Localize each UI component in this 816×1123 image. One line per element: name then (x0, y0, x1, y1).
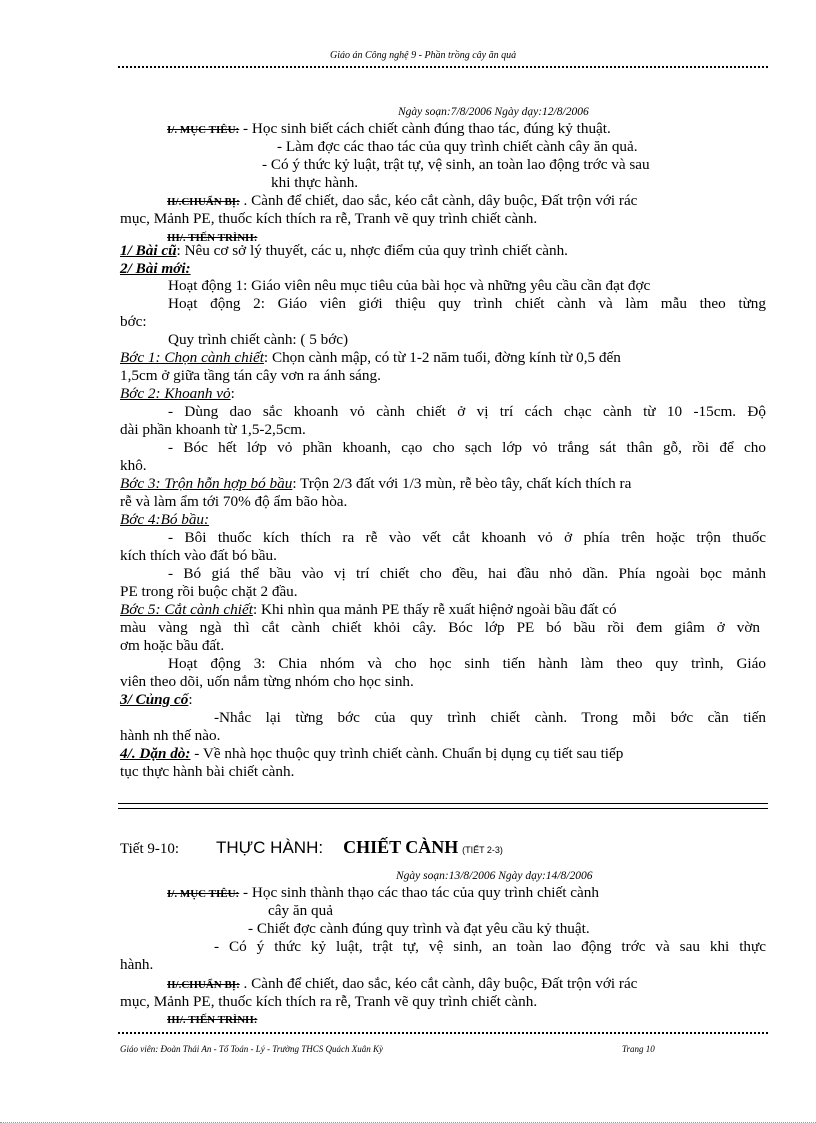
lesson1-dates: Ngày soạn:7/8/2006 Ngày dạy:12/8/2006 (398, 106, 589, 118)
new-lesson-label: 2/ Bài mới: (120, 260, 191, 277)
footer-rule (118, 1032, 768, 1034)
activity-3: Hoạt động 3: Chia nhóm và cho học sinh tiến hành làm theo quy trình, Giáo (168, 655, 766, 672)
step-2b: dài phần khoanh từ 1,5-2,5cm. (120, 421, 306, 438)
step-1-label: Bớc 1: Chọn cành chiết (120, 349, 264, 366)
activity-1: Hoạt động 1: Giáo viên nêu mục tiêu của bài học và những yêu cầu cần đạt đợc (168, 277, 651, 294)
footer-teacher: Giáo viên: Đoàn Thái An - Tổ Toán - Lý - Trường THCS Quách Xuân Kỳ (120, 1044, 383, 1054)
page-header: Giáo án Công nghệ 9 - Phần trồng cây ăn quả (330, 50, 517, 61)
homework-b: tục thực hành bài chiết cành. (120, 763, 295, 780)
step-5b: màu vàng ngà thì cắt cành chiết khỏi cây. Bóc lớp PE bó bầu rồi đem giâm ở vờn (120, 619, 760, 636)
activity-2b: bớc: (120, 313, 147, 330)
step-3b: rễ và làm ẩm tới 70% độ ẩm bão hòa. (120, 493, 348, 510)
prep-label: II/.CHUẨN BỊ: (167, 196, 240, 208)
lesson1-objective-3: - Có ý thức kỷ luật, trật tự, vệ sinh, an toàn lao động trớc và sau (262, 156, 650, 173)
step-2a: - Dùng dao sắc khoanh vỏ cành chiết ở vị trí cách chạc cành từ 10 -15cm. Độ (168, 403, 766, 420)
homework-label: 4/. Dặn dò: (120, 745, 191, 762)
header-rule (118, 66, 768, 68)
lesson1-objective-1: I/. MỤC TIÊU: - Học sinh biết cách chiết cành đúng thao tác, đúng kỷ thuật. (167, 120, 611, 137)
objectives-label: I/. MỤC TIÊU: (167, 124, 240, 136)
review-a: -Nhắc lại từng bớc của quy trình chiết cành. Trong mỗi bớc cần tiến (214, 709, 766, 726)
step-4a: - Bôi thuốc kích thích ra rễ vào vết cắt khoanh vỏ ở phía trên hoặc trộn thuốc (168, 529, 766, 546)
separator-bottom (118, 808, 768, 809)
lesson1-prep: II/.CHUẨN BỊ: . Cành để chiết, dao sắc, kéo cắt cành, dây buộc, Đất trộn với rác (167, 192, 638, 209)
steps-title: Quy trình chiết cành: ( 5 bớc) (168, 331, 349, 348)
old-lesson-label: 1/ Bài cũ (120, 242, 177, 259)
step-2c: - Bóc hết lớp vỏ phần khoanh, cạo cho sạch lớp vỏ trắng sát thân gỗ, rồi để cho (168, 439, 766, 456)
review-b: hành nh thế nào. (120, 727, 221, 744)
step-4c: - Bó giá thể bầu vào vị trí chiết cho đều, hai đầu nhỏ dần. Phía ngoài bọc mảnh (168, 565, 766, 582)
lesson2-objective-3: - Có ý thức kỷ luật, trật tự, vệ sinh, an toàn lao động trớc và sau khi thực (214, 938, 766, 955)
lesson2-objective-1: I/. MỤC TIÊU: - Học sinh thành thạo các thao tác của quy trình chiết cành (167, 884, 599, 901)
lesson2-objective-2: - Chiết đợc cành đúng quy trình và đạt yêu cầu kỷ thuật. (248, 920, 590, 937)
step-2d: khô. (120, 457, 147, 474)
step-2-label: Bớc 2: Khoanh vỏ (120, 385, 231, 402)
step-5-label: Bớc 5: Cắt cành chiết (120, 601, 253, 618)
step-2: Bớc 2: Khoanh vỏ: (120, 385, 235, 402)
lesson2-prep: II/.CHUẨN BỊ: . Cành để chiết, dao sắc, kéo cắt cành, dây buộc, Đất trộn với rác (167, 975, 638, 992)
lesson2-prep-label: II/.CHUẨN BỊ: (167, 979, 240, 991)
lesson1-prep-2: mục, Mảnh PE, thuốc kích thích ra rễ, Tranh vẽ quy trình chiết cành. (120, 210, 538, 227)
lesson1-objective-3b: khi thực hành. (271, 174, 359, 191)
lesson2-title-suffix: (TIẾT 2-3) (462, 845, 503, 855)
lesson2-prep-2: mục, Mảnh PE, thuốc kích thích ra rễ, Tranh vẽ quy trình chiết cành. (120, 993, 538, 1010)
step-4d: PE trong rồi buộc chặt 2 đầu. (120, 583, 298, 600)
step-1: Bớc 1: Chọn cành chiết: Chọn cành mập, có từ 1-2 năm tuổi, đờng kính từ 0,5 đến (120, 349, 621, 366)
step-3-label: Bớc 3: Trộn hỗn hợp bó bầu (120, 475, 293, 492)
footer-page: Trang 10 (622, 1044, 655, 1054)
lesson2-title-prefix: THỰC HÀNH: (216, 838, 324, 857)
lesson2-objective-3b: hành. (120, 956, 154, 973)
lesson2-dates: Ngày soạn:13/8/2006 Ngày dạy:14/8/2006 (396, 870, 593, 882)
lesson2-objectives-label: I/. MỤC TIÊU: (167, 888, 240, 900)
lesson2-title-main: CHIẾT CÀNH (343, 837, 459, 857)
lesson2-title (216, 838, 503, 859)
activity-2: Hoạt động 2: Giáo viên giới thiệu quy trình chiết cành và làm mẫu theo từng (168, 295, 766, 312)
step-4-label: Bớc 4:Bó bầu: (120, 511, 210, 528)
lesson2-procedure-label: III/. TIẾN TRÌNH: (167, 1014, 258, 1026)
procedure-label: III/. TIẾN TRÌNH: (167, 232, 258, 244)
step-1b: 1,5cm ở giữa tầng tán cây vơn ra ánh sáng. (120, 367, 381, 384)
step-5: Bớc 5: Cắt cành chiết: Khi nhìn qua mảnh PE thấy rễ xuất hiệnở ngoài bầu đất có (120, 601, 617, 618)
lesson1-objective-2: - Làm đợc các thao tác của quy trình chiết cành cây ăn quả. (277, 138, 638, 155)
review: 3/ Củng cố: (120, 691, 193, 708)
activity-3b: viên theo dõi, uốn nắm từng nhóm cho học sinh. (120, 673, 414, 690)
homework: 4/. Dặn dò: - Về nhà học thuộc quy trình chiết cành. Chuẩn bị dụng cụ tiết sau tiếp (120, 745, 624, 762)
step-3: Bớc 3: Trộn hỗn hợp bó bầu: Trộn 2/3 đất với 1/3 mùn, rễ bèo tây, chất kích thích ra (120, 475, 632, 492)
old-lesson: 1/ Bài cũ: Nêu cơ sở lý thuyết, các u, nhợc điểm của quy trình chiết cành. (120, 242, 568, 259)
review-label: 3/ Củng cố (120, 691, 189, 708)
step-4b: kích thích vào đất bó bầu. (120, 547, 277, 564)
lesson2-objective-1b: cây ăn quả (268, 902, 333, 919)
separator-top (118, 803, 768, 804)
lesson2-period: Tiết 9-10: (120, 841, 180, 857)
step-5c: ơm hoặc bầu đất. (120, 637, 225, 654)
